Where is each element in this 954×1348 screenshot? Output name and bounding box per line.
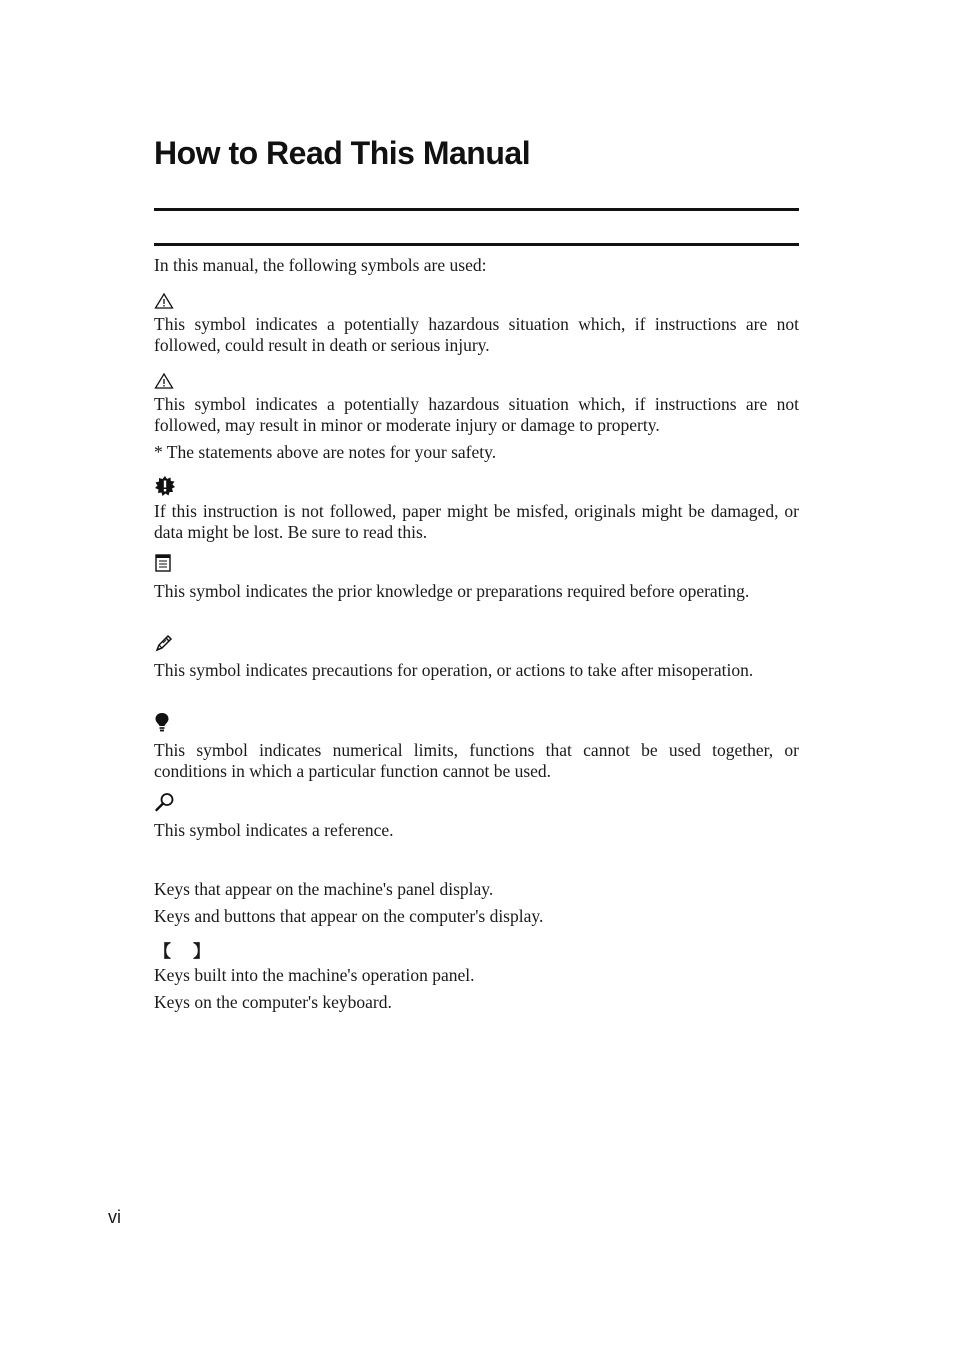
keyboard-keys-text: Keys on the computer's keyboard. bbox=[154, 992, 392, 1012]
reference-magnifier-icon bbox=[154, 792, 174, 814]
top-rule bbox=[154, 208, 799, 211]
symbol-description-caution: This symbol indicates a potentially hazardous situation which, if instructions are not followed, may result in minor or moderate injury or damage to property. bbox=[154, 394, 799, 435]
bottom-rule bbox=[154, 243, 799, 246]
operation-panel-keys-text: Keys built into the machine's operation panel. bbox=[154, 965, 475, 985]
important-burst-icon bbox=[154, 475, 174, 497]
symbol-description-note: This symbol indicates precautions for operation, or actions to take after misoperation. bbox=[154, 660, 754, 680]
symbol-description-limitation: This symbol indicates numerical limits, functions that cannot be used together, or conditions in which a particular function cannot be used. bbox=[154, 740, 799, 781]
open-bracket: 【 bbox=[154, 942, 171, 962]
note-pencil-icon bbox=[154, 633, 174, 655]
symbol-description-reference: This symbol indicates a reference. bbox=[154, 820, 394, 840]
symbol-description-warning: This symbol indicates a potentially hazardous situation which, if instructions are not followed, could result in death or serious injury. bbox=[154, 314, 799, 355]
safety-note: * The statements above are notes for your safety. bbox=[154, 442, 497, 462]
key-brackets bbox=[154, 941, 210, 963]
preparation-notebook-icon bbox=[154, 553, 174, 575]
page-number: vi bbox=[108, 1207, 121, 1227]
limitation-bulb-icon bbox=[154, 711, 174, 733]
warning-triangle-icon bbox=[154, 292, 174, 314]
warning-triangle-icon bbox=[154, 372, 174, 394]
computer-display-keys-text: Keys and buttons that appear on the computer's display. bbox=[154, 906, 544, 926]
symbols-intro: In this manual, the following symbols are used: bbox=[154, 255, 487, 275]
close-bracket: 】 bbox=[193, 942, 210, 962]
page-title: How to Read This Manual bbox=[154, 135, 531, 171]
symbol-description-important: If this instruction is not followed, paper might be misfed, originals might be damaged, or data might be lost. Be sure to read this. bbox=[154, 501, 799, 542]
panel-display-keys-text: Keys that appear on the machine's panel display. bbox=[154, 879, 494, 899]
symbol-description-preparation: This symbol indicates the prior knowledge or preparations required before operating. bbox=[154, 581, 750, 601]
